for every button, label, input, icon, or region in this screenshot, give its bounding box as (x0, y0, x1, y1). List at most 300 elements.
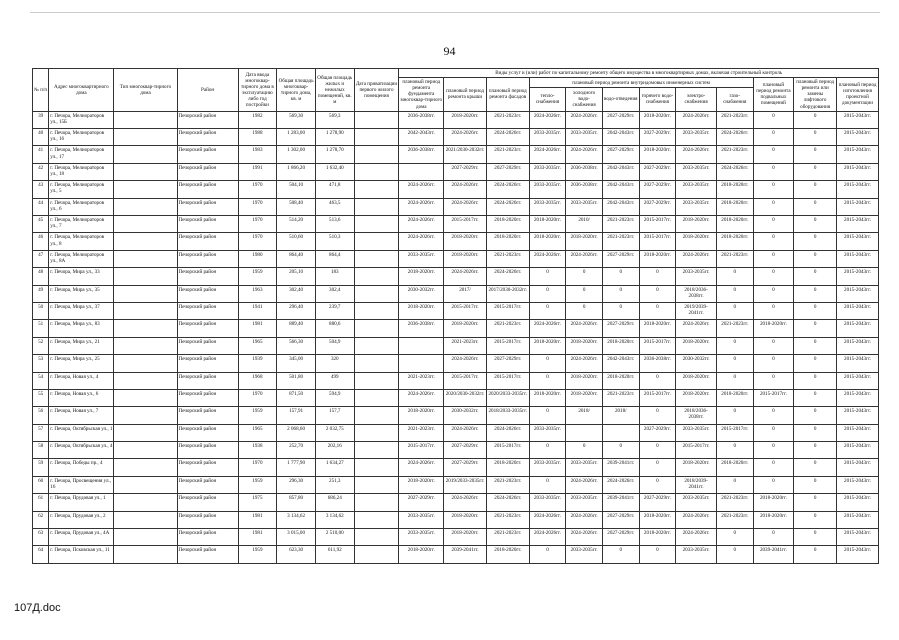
cell-total: 205,10 (277, 268, 316, 285)
cell-facade: 2015-2017гг. (486, 442, 529, 459)
header-hot: горячего водо-снабжения (639, 88, 676, 112)
cell-cold: 2018-2020гг. (566, 337, 603, 354)
cell-basement: 0 (753, 111, 794, 128)
cell-lift: 0 (794, 529, 837, 546)
cell-basement: 0 (753, 233, 794, 250)
cell-roof: 2015-2017гг. (444, 372, 487, 389)
cell-address: г. Печора, Октябрьская ул., 1 (49, 424, 114, 441)
cell-living: 463,5 (315, 198, 354, 215)
cell-heat: 0 (529, 302, 566, 319)
cell-n: 45 (33, 216, 49, 233)
cell-fund: 2033-2035гг. (399, 511, 444, 528)
cell-docs: 2015-2043гг. (837, 424, 879, 441)
cell-hot: 2027-2029гг. (639, 129, 676, 146)
cell-total: 569,30 (277, 111, 316, 128)
cell-priv (354, 546, 399, 563)
cell-living: 513,6 (315, 216, 354, 233)
cell-lift: 0 (794, 146, 837, 163)
cell-total: 296,40 (277, 302, 316, 319)
cell-docs: 2015-2043гг. (837, 163, 879, 180)
cell-drain: 2027-2029гг. (602, 529, 639, 546)
cell-type (114, 442, 177, 459)
repair-schedule-table (32, 68, 879, 564)
cell-facade: 2024-2026гг. (486, 129, 529, 146)
cell-elec: 2033-2035гг. (676, 181, 717, 198)
cell-district: Печорский район (177, 476, 238, 493)
cell-fund: 2036-2038гг. (399, 146, 444, 163)
cell-lift: 0 (794, 302, 837, 319)
cell-docs: 2015-2043гг. (837, 216, 879, 233)
cell-facade: 2024-2026гг. (486, 494, 529, 511)
cell-type (114, 389, 177, 406)
cell-type (114, 529, 177, 546)
cell-hot: 0 (639, 442, 676, 459)
cell-total: 302,40 (277, 285, 316, 302)
cell-year: 1959 (238, 476, 277, 493)
header-roof: плановый период ремонта крыши (444, 78, 487, 112)
cell-priv (354, 302, 399, 319)
cell-basement: 2018-2020гг. (753, 511, 794, 528)
cell-n: 49 (33, 285, 49, 302)
cell-address: г. Печора, Просвещения ул., 16 (49, 476, 114, 493)
cell-n: 42 (33, 163, 49, 180)
cell-n: 63 (33, 529, 49, 546)
cell-address: г. Печора, Мелиораторов ул., 16 (49, 129, 114, 146)
cell-district: Печорский район (177, 302, 238, 319)
cell-cold: 2033-2035гг. (566, 198, 603, 215)
cell-lift: 0 (794, 476, 837, 493)
cell-heat: 0 (529, 268, 566, 285)
cell-roof: 2015-2017гг. (444, 216, 487, 233)
cell-fund: 2033-2035гг. (399, 529, 444, 546)
header-gas: газо-снабжения (716, 88, 753, 112)
cell-drain: 2042-2043гг. (602, 129, 639, 146)
table-row (33, 268, 879, 285)
table-row (33, 302, 879, 319)
table-row (33, 442, 879, 459)
cell-hot: 0 (639, 268, 676, 285)
cell-priv (354, 198, 399, 215)
cell-hot: 2018-2020гг. (639, 529, 676, 546)
header-address: Адрес многоквартирного дома (49, 69, 114, 112)
cell-fund: 2036-2038гг. (399, 320, 444, 337)
table-row (33, 216, 879, 233)
cell-elec: 2024-2026гг. (676, 529, 717, 546)
cell-elec: 2030-2032гг. (676, 355, 717, 372)
cell-priv (354, 181, 399, 198)
cell-n: 46 (33, 233, 49, 250)
header-cold: холодного водо-снабжения (566, 88, 603, 112)
cell-heat: 2024-2026гг. (529, 146, 566, 163)
cell-cold: 2018/ (566, 407, 603, 424)
cell-drain: 2027-2029гг. (602, 320, 639, 337)
cell-cold: 2024-2026гг. (566, 111, 603, 128)
cell-priv (354, 372, 399, 389)
cell-hot: 2036-2038гг. (639, 355, 676, 372)
cell-docs: 2015-2043гг. (837, 389, 879, 406)
cell-total: 510,60 (277, 233, 316, 250)
header-year: Дата ввода многоквар-тирного дома в эксплуатацию либо год постройки (238, 69, 277, 112)
cell-facade: 2024-2026гг. (486, 181, 529, 198)
cell-drain: 2018-2020гг. (602, 337, 639, 354)
cell-gas: 0 (716, 546, 753, 563)
cell-living: 611,92 (315, 546, 354, 563)
cell-priv (354, 529, 399, 546)
cell-drain: 2027-2029гг. (602, 250, 639, 267)
cell-gas: 2018-2020гг. (716, 459, 753, 476)
table-row (33, 111, 879, 128)
cell-n: 55 (33, 389, 49, 406)
cell-year: 1991 (238, 163, 277, 180)
cell-living: 157,7 (315, 407, 354, 424)
cell-facade: 2021-2023гг. (486, 111, 529, 128)
table-row (33, 163, 879, 180)
cell-hot: 2027-2029гг. (639, 163, 676, 180)
cell-priv (354, 389, 399, 406)
table-row (33, 129, 879, 146)
cell-basement: 0 (753, 198, 794, 215)
cell-lift: 0 (794, 198, 837, 215)
cell-gas: 2018-2020гг. (716, 216, 753, 233)
cell-drain: 2042-2043гг. (602, 181, 639, 198)
cell-elec: 2015-2017гг. (676, 442, 717, 459)
cell-basement: 0 (753, 424, 794, 441)
cell-n: 59 (33, 459, 49, 476)
cell-drain (602, 424, 639, 441)
cell-roof: 2019/2033-2035гг. (444, 476, 487, 493)
cell-type (114, 546, 177, 563)
cell-district: Печорский район (177, 511, 238, 528)
cell-address: г. Печора, Прудовая ул., 4А (49, 529, 114, 546)
cell-basement: 0 (753, 372, 794, 389)
cell-cold: 0 (566, 285, 603, 302)
cell-elec: 2019/2039-2041гг. (676, 302, 717, 319)
header-type: Тип многоквар-тирного дома (114, 69, 177, 112)
cell-n: 48 (33, 268, 49, 285)
cell-facade: 2020/2033-2035гг. (486, 389, 529, 406)
cell-district: Печорский район (177, 389, 238, 406)
cell-heat: 0 (529, 546, 566, 563)
cell-priv (354, 285, 399, 302)
cell-gas: 2024-2026гг. (716, 163, 753, 180)
cell-facade: 2027-2029гг. (486, 355, 529, 372)
cell-cold: 2036-2038гг. (566, 163, 603, 180)
cell-hot: 0 (639, 476, 676, 493)
cell-living: 471,8 (315, 181, 354, 198)
cell-gas: 2021-2023гг. (716, 111, 753, 128)
cell-living: 1 632,40 (315, 163, 354, 180)
cell-heat: 2033-2035гг. (529, 181, 566, 198)
cell-living: 3 134,62 (315, 511, 354, 528)
cell-address: г. Печора, Мелиораторов ул., 15Б (49, 111, 114, 128)
cell-type (114, 111, 177, 128)
cell-facade: 2015-2017гг. (486, 302, 529, 319)
cell-gas: 0 (716, 302, 753, 319)
cell-priv (354, 129, 399, 146)
cell-priv (354, 320, 399, 337)
header-docs: плановый период изготовления проектной документации (837, 78, 879, 112)
cell-type (114, 337, 177, 354)
table-row (33, 424, 879, 441)
cell-elec: 2018-2020гг. (676, 372, 717, 389)
cell-living: 594,9 (315, 389, 354, 406)
cell-drain: 0 (602, 285, 639, 302)
cell-heat: 2033-2035гг. (529, 494, 566, 511)
cell-facade: 2024-2026гг. (486, 198, 529, 215)
cell-facade: 2021-2023гг. (486, 511, 529, 528)
cell-address: г. Печора, Мира ул., 33 (49, 268, 114, 285)
cell-basement: 2015-2017гг. (753, 389, 794, 406)
cell-roof: 2018-2020гг. (444, 233, 487, 250)
cell-district: Печорский район (177, 355, 238, 372)
cell-roof: 2027-2029гг. (444, 442, 487, 459)
cell-facade: 2018-2020гг. (486, 546, 529, 563)
cell-drain: 2021-2023гг. (602, 216, 639, 233)
cell-hot: 2015-2017гг. (639, 216, 676, 233)
cell-heat: 0 (529, 476, 566, 493)
cell-roof: 2018-2020гг. (444, 511, 487, 528)
cell-lift: 0 (794, 111, 837, 128)
cell-cold: 2018-2020гг. (566, 372, 603, 389)
cell-district: Печорский район (177, 250, 238, 267)
cell-heat: 2033-2035гг. (529, 459, 566, 476)
cell-district: Печорский район (177, 442, 238, 459)
cell-fund: 2024-2026гг. (399, 198, 444, 215)
cell-address: г. Печора, Мелиораторов ул., 7 (49, 216, 114, 233)
cell-fund: 2030-2032гг. (399, 285, 444, 302)
cell-year: 1981 (238, 511, 277, 528)
cell-lift: 0 (794, 355, 837, 372)
cell-fund: 2024-2026гг. (399, 181, 444, 198)
cell-cold: 2033-2035гг. (566, 129, 603, 146)
cell-district: Печорский район (177, 320, 238, 337)
cell-basement: 0 (753, 146, 794, 163)
cell-drain: 0 (602, 302, 639, 319)
cell-address: г. Печора, Мира ул., 35 (49, 285, 114, 302)
cell-roof: 2024-2026гг. (444, 494, 487, 511)
cell-year: 1975 (238, 494, 277, 511)
cell-year: 1970 (238, 181, 277, 198)
cell-priv (354, 459, 399, 476)
cell-total: 2 068,60 (277, 424, 316, 441)
cell-year: 1965 (238, 424, 277, 441)
cell-docs: 2015-2043гг. (837, 268, 879, 285)
cell-address: г. Печора, Мелиораторов ул., 8 (49, 233, 114, 250)
page-number: 94 (443, 44, 456, 58)
cell-gas: 2024-2026гг. (716, 129, 753, 146)
cell-facade: 2015-2017гг. (486, 372, 529, 389)
cell-basement: 0 (753, 216, 794, 233)
cell-facade: 2021-2023гг. (486, 320, 529, 337)
table-body (33, 111, 879, 563)
cell-fund (399, 355, 444, 372)
cell-roof: 2015-2017гг. (444, 302, 487, 319)
cell-elec: 2024-2026гг. (676, 511, 717, 528)
cell-priv (354, 407, 399, 424)
cell-address: г. Печора, Мира ул., 83 (49, 320, 114, 337)
cell-lift: 0 (794, 494, 837, 511)
cell-lift: 0 (794, 216, 837, 233)
cell-type (114, 250, 177, 267)
cell-priv (354, 250, 399, 267)
cell-year: 1988 (238, 129, 277, 146)
cell-district: Печорский район (177, 181, 238, 198)
cell-year: 1982 (238, 111, 277, 128)
cell-heat: 0 (529, 407, 566, 424)
cell-cold: 2024-2026гг. (566, 320, 603, 337)
cell-address: г. Печора, Мелиораторов ул., 5 (49, 181, 114, 198)
cell-type (114, 459, 177, 476)
cell-priv (354, 511, 399, 528)
cell-elec: 2033-2035гг. (676, 268, 717, 285)
cell-district: Печорский район (177, 216, 238, 233)
cell-basement: 0 (753, 337, 794, 354)
cell-gas: 0 (716, 529, 753, 546)
cell-docs: 2015-2043гг. (837, 320, 879, 337)
cell-lift: 0 (794, 546, 837, 563)
header-total-area: Общая площадь многоквар-тирного дома, кв. м (277, 69, 316, 112)
cell-facade: 2018-2020гг. (486, 459, 529, 476)
cell-fund: 2018-2020гг. (399, 407, 444, 424)
cell-basement: 0 (753, 129, 794, 146)
cell-roof: 2024-2026гг. (444, 129, 487, 146)
cell-facade: 2018/2033-2035гг. (486, 407, 529, 424)
cell-total: 504,10 (277, 181, 316, 198)
cell-facade: 2027-2029гг. (486, 163, 529, 180)
cell-living: 1 278,90 (315, 129, 354, 146)
cell-gas: 2018-2020гг. (716, 198, 753, 215)
cell-drain: 2018/ (602, 407, 639, 424)
cell-basement: 2018-2020гг. (753, 494, 794, 511)
cell-docs: 2015-2043гг. (837, 285, 879, 302)
cell-type (114, 424, 177, 441)
cell-docs: 2015-2043гг. (837, 442, 879, 459)
cell-lift: 0 (794, 129, 837, 146)
cell-total: 3 015,00 (277, 529, 316, 546)
cell-docs: 2015-2043гг. (837, 302, 879, 319)
cell-basement: 0 (753, 529, 794, 546)
cell-total: 566,30 (277, 337, 316, 354)
cell-total: 1 283,00 (277, 129, 316, 146)
cell-hot: 2027-2029гг. (639, 181, 676, 198)
cell-year: 1939 (238, 355, 277, 372)
cell-total: 345,00 (277, 355, 316, 372)
cell-total: 508,40 (277, 198, 316, 215)
cell-hot: 2027-2029гг. (639, 198, 676, 215)
cell-drain: 2021-2023гг. (602, 389, 639, 406)
cell-docs: 2015-2043гг. (837, 494, 879, 511)
cell-cold: 2036-2038гг. (566, 181, 603, 198)
cell-drain: 2018-2020гг. (602, 372, 639, 389)
cell-lift: 0 (794, 407, 837, 424)
cell-docs: 2015-2043гг. (837, 511, 879, 528)
cell-roof: 2018-2020гг. (444, 529, 487, 546)
table-row (33, 529, 879, 546)
cell-roof: 2024-2026гг. (444, 424, 487, 441)
cell-year: 1980 (238, 250, 277, 267)
cell-drain: 2042-2043гг. (602, 163, 639, 180)
cell-n: 56 (33, 407, 49, 424)
cell-n: 44 (33, 198, 49, 215)
cell-basement: 0 (753, 442, 794, 459)
cell-district: Печорский район (177, 407, 238, 424)
cell-gas: 0 (716, 268, 753, 285)
cell-address: г. Печора, Мира ул., 37 (49, 302, 114, 319)
cell-total: 157,91 (277, 407, 316, 424)
cell-heat: 0 (529, 355, 566, 372)
cell-lift: 0 (794, 320, 837, 337)
cell-fund: 2021-2023гг. (399, 424, 444, 441)
cell-docs: 2015-2043гг. (837, 198, 879, 215)
cell-living: 569,3 (315, 111, 354, 128)
cell-year: 1970 (238, 216, 277, 233)
cell-total: 857,80 (277, 494, 316, 511)
cell-total: 623,30 (277, 546, 316, 563)
cell-address: г. Печора, Мелиораторов ул., 17 (49, 146, 114, 163)
cell-address: г. Печора, Прудовая ул., 2 (49, 511, 114, 528)
cell-priv (354, 355, 399, 372)
cell-basement: 0 (753, 355, 794, 372)
cell-facade: 2024-2026гг. (486, 268, 529, 285)
cell-elec: 2024-2026гг. (676, 320, 717, 337)
cell-address: г. Печора, Мелиораторов ул., 6 (49, 198, 114, 215)
cell-heat: 2024-2026гг. (529, 250, 566, 267)
cell-docs: 2015-2043гг. (837, 407, 879, 424)
cell-gas: 0 (716, 476, 753, 493)
cell-gas: 0 (716, 407, 753, 424)
cell-year: 1970 (238, 389, 277, 406)
cell-elec: 2024-2026гг. (676, 111, 717, 128)
cell-fund: 2021-2023гг. (399, 372, 444, 389)
cell-district: Печорский район (177, 529, 238, 546)
cell-elec: 2024-2026гг. (676, 146, 717, 163)
cell-roof: 2024-2026гг. (444, 268, 487, 285)
cell-hot: 0 (639, 459, 676, 476)
cell-n: 40 (33, 129, 49, 146)
cell-basement: 2039-2041гг. (753, 546, 794, 563)
cell-year: 1970 (238, 233, 277, 250)
cell-gas: 2018-2020гг. (716, 233, 753, 250)
cell-cold: 2018-2020гг. (566, 233, 603, 250)
cell-hot: 2018-2020гг. (639, 111, 676, 128)
cell-address: г. Печора, Октябрьская ул., 4 (49, 442, 114, 459)
cell-district: Печорский район (177, 129, 238, 146)
cell-district: Печорский район (177, 111, 238, 128)
cell-facade: 2017/2030-2032гг. (486, 285, 529, 302)
table-row (33, 181, 879, 198)
header-systems-group: плановый период ремонта внутридомовых инженерных систем (529, 78, 753, 88)
cell-priv (354, 337, 399, 354)
cell-elec: 2018-2020гг. (676, 389, 717, 406)
table-row (33, 198, 879, 215)
cell-roof: 2021-2023гг. (444, 337, 487, 354)
header-fund: плановый период ремонта фундамента многоквар-тирного дома (400, 79, 443, 110)
cell-roof: 2018-2020гг. (444, 320, 487, 337)
cell-drain: 2039-2041гг. (602, 459, 639, 476)
table-row (33, 146, 879, 163)
cell-gas: 2021-2023гг. (716, 320, 753, 337)
cell-lift: 0 (794, 442, 837, 459)
cell-basement: 0 (753, 163, 794, 180)
header-heat: тепло-снабжения (529, 88, 566, 112)
cell-facade: 2015-2017гг. (486, 337, 529, 354)
cell-type (114, 302, 177, 319)
cell-cold: 2010/ (566, 216, 603, 233)
cell-drain: 2042-2043гг. (602, 198, 639, 215)
document-filename: 107Д.doc (14, 602, 61, 614)
repair-schedule-table-wrap (32, 68, 879, 564)
cell-district: Печорский район (177, 337, 238, 354)
